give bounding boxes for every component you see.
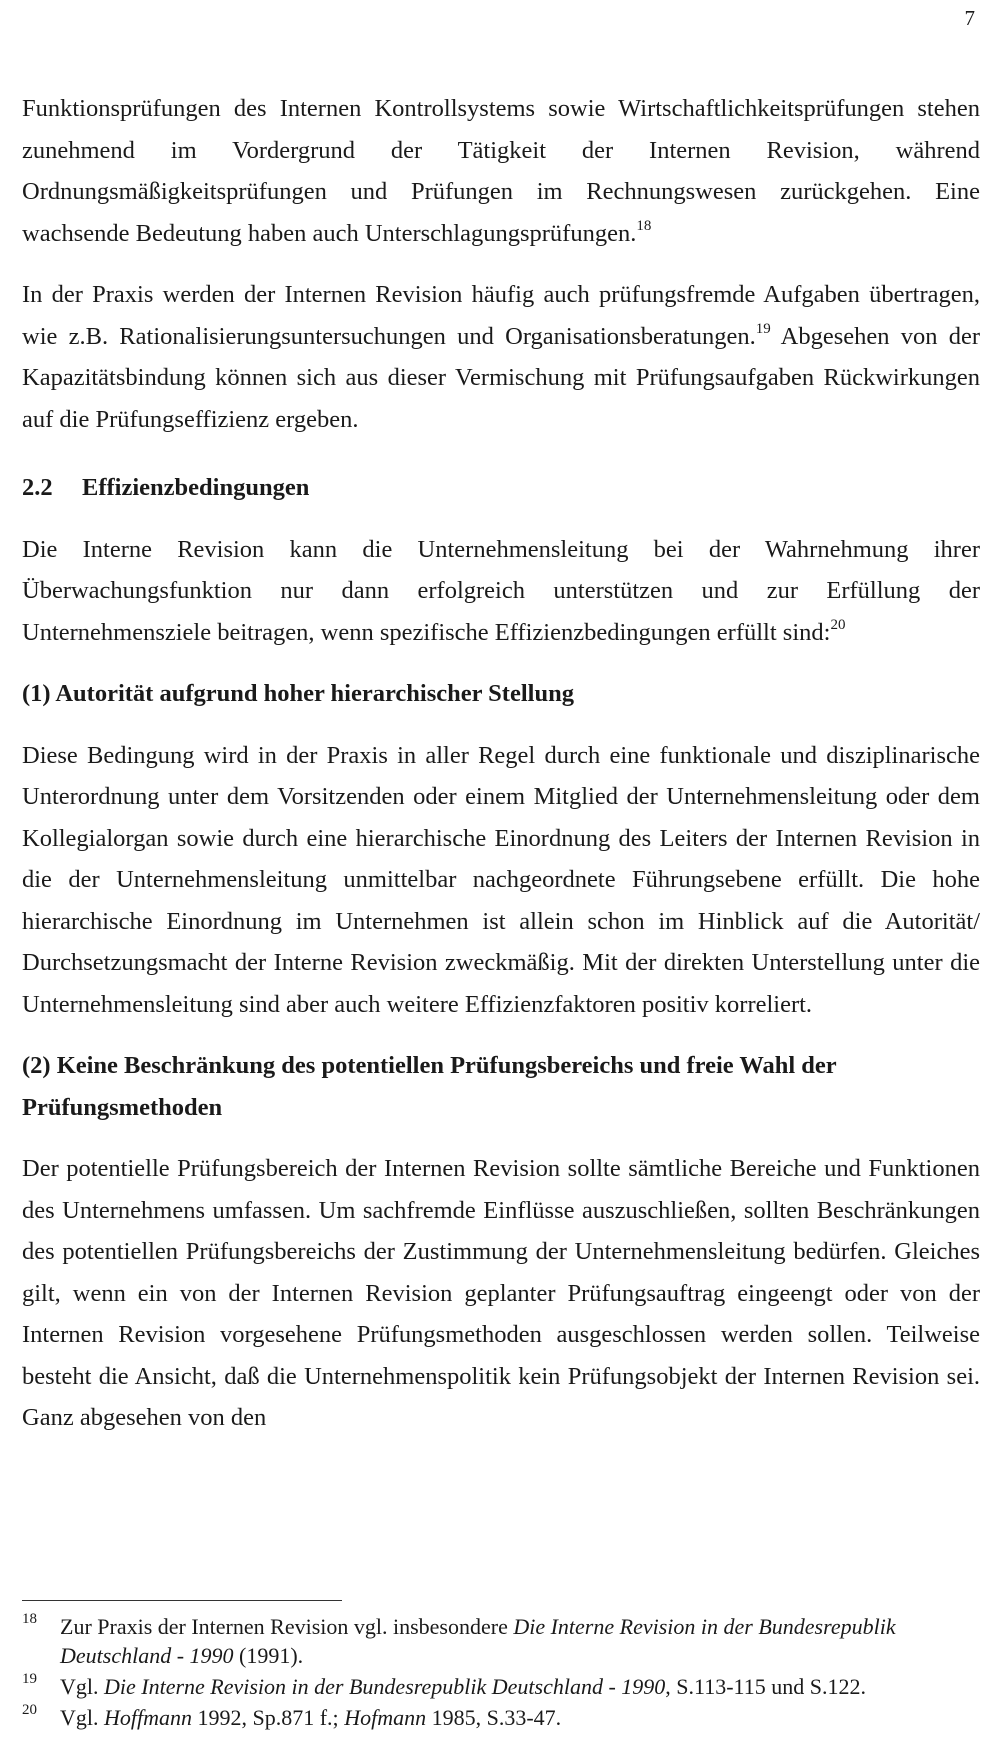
- footnote-20: 20 Vgl. Hoffmann 1992, Sp.871 f.; Hofmann 1985, S.33-47.: [22, 1703, 980, 1732]
- paragraph-efficiency-intro: Die Interne Revision kann die Unternehmensleitung bei der Wahrnehmung ihrer Überwachungsfunktion nur dann erfolgreich unterstützen und zur Erfüllung der Unternehmensziele beitragen, wenn spezifische Effizienzbedingungen erfüllt sind:$^{20}$: [22, 535, 980, 646]
- footnote-19: 19 Vgl. Die Interne Revision in der Bundesrepublik Deutschland - 1990, S.113-115 und S.122.: [22, 1672, 980, 1701]
- paragraph-audit-trends: Funktionsprüfungen des Internen Kontrollsystems sowie Wirtschaftlichkeitsprüfungen stehen zunehmend im Vordergrund der Tätigkeit der Internen Revision, während Ordnungsmäßigkeitsprüfungen und Prüfungen im Rechnungswesen zurückgehen. Eine wachsende Bedeutung haben auch Unterschlagungsprüfungen.$^{18}$: [22, 95, 980, 247]
- section-title: Effizienzbedingungen: [82, 474, 310, 501]
- section-heading: [22, 467, 980, 509]
- main-content: [22, 88, 980, 1439]
- page-number: 7: [964, 6, 975, 30]
- footnotes: [22, 1612, 980, 1734]
- paragraph-audit-scope: Der potentielle Prüfungsbereich der Internen Revision sollte sämtliche Bereiche und Funktionen des Unternehmens umfassen. Um sachfremde Einflüsse auszuschließen, sollten Beschränkungen des potentiellen Prüfungsbereichs der Zustimmung der Unternehmensleitung bedürfen. Gleiches gilt, wenn ein von der Internen Revision geplanter Prüfungsauftrag eingeengt oder von der Internen Revision vorgesehene Prüfungsmethoden ausgeschlossen werden sollen. Teilweise besteht die Ansicht, daß die Unternehmenspolitik kein Prüfungsobjekt der Internen Revision sei. Ganz abgesehen von den: [22, 1155, 980, 1431]
- footnote-number: 20: [22, 1702, 37, 1718]
- paragraph-non-audit-tasks: In der Praxis werden der Internen Revision häufig auch prüfungsfremde Aufgaben übertragen, wie z.B. Rationalisierungsuntersuchungen und Organisationsberatungen.$^{19}$ Abgesehen von der Kapazitätsbindung können sich aus dieser Vermischung mit Prüfungsaufgaben Rückwirkungen auf die Prüfungseffizienz ergeben.: [22, 281, 980, 433]
- section-number: 2.2: [22, 474, 53, 501]
- paragraph-authority: Diese Bedingung wird in der Praxis in aller Regel durch eine funktionale und disziplinarische Unterordnung unter dem Vorsitzenden oder einem Mitglied der Unternehmensleitung oder dem Kollegialorgan sowie durch eine hierarchische Einordnung des Leiters der Internen Revision in die der Unternehmensleitung unmittelbar nachgeordnete Führungsebene erfüllt. Die hohe hierarchische Einordnung im Unternehmen ist allein schon im Hinblick auf die Autorität/ Durchsetzungsmacht der Interne Revision zweckmäßig. Mit der direkten Unterstellung unter die Unternehmensleitung sind aber auch weitere Effizienzfaktoren positiv korreliert.: [22, 741, 980, 1018]
- footnote-ref-19[interactable]: 19: [755, 320, 771, 337]
- footnote-ref-20[interactable]: 20: [830, 616, 846, 633]
- footnote-number: 18: [22, 1611, 37, 1627]
- footnote-separator: [22, 1600, 342, 1601]
- footnote-ref-18[interactable]: 18: [636, 217, 652, 234]
- subheading-audit-scope: (2) Keine Beschränkung des potentiellen Prüfungsbereichs und freie Wahl der Prüfungsmethoden: [22, 1052, 837, 1121]
- footnote-number: 19: [22, 1671, 37, 1687]
- footnote-18: 18 Zur Praxis der Internen Revision vgl. insbesondere Die Interne Revision in der Bundesrepublik Deutschland - 1990 (1991).: [22, 1612, 980, 1670]
- subheading-authority: (1) Autorität aufgrund hoher hierarchischer Stellung: [22, 680, 574, 707]
